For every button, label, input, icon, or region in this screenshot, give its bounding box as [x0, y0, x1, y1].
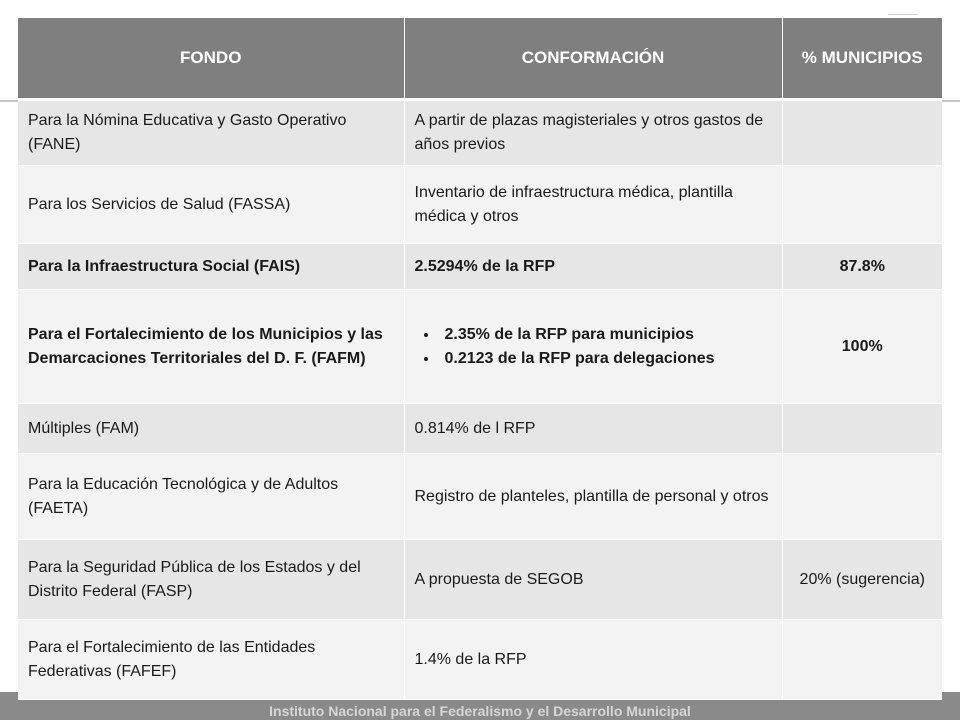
cell-fondo: Para la Educación Tecnológica y de Adultos (FAETA) — [18, 454, 404, 540]
table-row — [18, 290, 942, 404]
table-row — [18, 620, 942, 700]
cell-conformacion: 1.4% de la RFP — [404, 620, 782, 700]
conformacion-bullet-list — [415, 323, 772, 371]
cell-municipios — [782, 100, 942, 166]
cell-fondo: Para la Nómina Educativa y Gasto Operativo (FANE) — [18, 100, 404, 166]
cell-fondo: Para la Infraestructura Social (FAIS) — [18, 244, 404, 290]
bullet-item: • 2.35% de la RFP para municipios — [439, 323, 772, 347]
cell-conformacion: Inventario de infraestructura médica, plantilla médica y otros — [404, 166, 782, 244]
cell-municipios — [782, 166, 942, 244]
table-row — [18, 404, 942, 454]
header-conformacion: CONFORMACIÓN — [404, 18, 782, 100]
fondos-table — [18, 18, 942, 700]
cell-fondo: Para el Fortalecimiento de las Entidades Federativas (FAFEF) — [18, 620, 404, 700]
table-row — [18, 166, 942, 244]
cell-municipios — [782, 620, 942, 700]
cell-conformacion: 0.814% de l RFP — [404, 404, 782, 454]
cell-conformacion: A partir de plazas magisteriales y otros gastos de años previos — [404, 100, 782, 166]
cell-municipios: 20% (sugerencia) — [782, 540, 942, 620]
table-row — [18, 100, 942, 166]
cell-conformacion: 2.5294% de la RFP — [404, 244, 782, 290]
cell-conformacion: A propuesta de SEGOB — [404, 540, 782, 620]
cell-municipios — [782, 404, 942, 454]
cell-fondo: Para el Fortalecimiento de los Municipios y las Demarcaciones Territoriales del D. F. (FAFM) — [18, 290, 404, 404]
table-header-row — [18, 18, 942, 100]
cell-fondo: Para la Seguridad Pública de los Estados y del Distrito Federal (FASP) — [18, 540, 404, 620]
table-row — [18, 244, 942, 290]
bullet-item: • 0.2123 de la RFP para delegaciones — [439, 347, 772, 371]
cell-fondo: Para los Servicios de Salud (FASSA) — [18, 166, 404, 244]
cell-municipios: 87.8% — [782, 244, 942, 290]
cell-fondo: Múltiples (FAM) — [18, 404, 404, 454]
cell-municipios — [782, 454, 942, 540]
cell-municipios: 100% — [782, 290, 942, 404]
header-fondo: FONDO — [18, 18, 404, 100]
table-row — [18, 540, 942, 620]
header-municipios: % MUNICIPIOS — [782, 18, 942, 100]
cell-conformacion — [404, 290, 782, 404]
table-row — [18, 454, 942, 540]
footer-text: Instituto Nacional para el Federalismo y el Desarrollo Municipal — [269, 703, 691, 719]
cell-conformacion: Registro de planteles, plantilla de personal y otros — [404, 454, 782, 540]
